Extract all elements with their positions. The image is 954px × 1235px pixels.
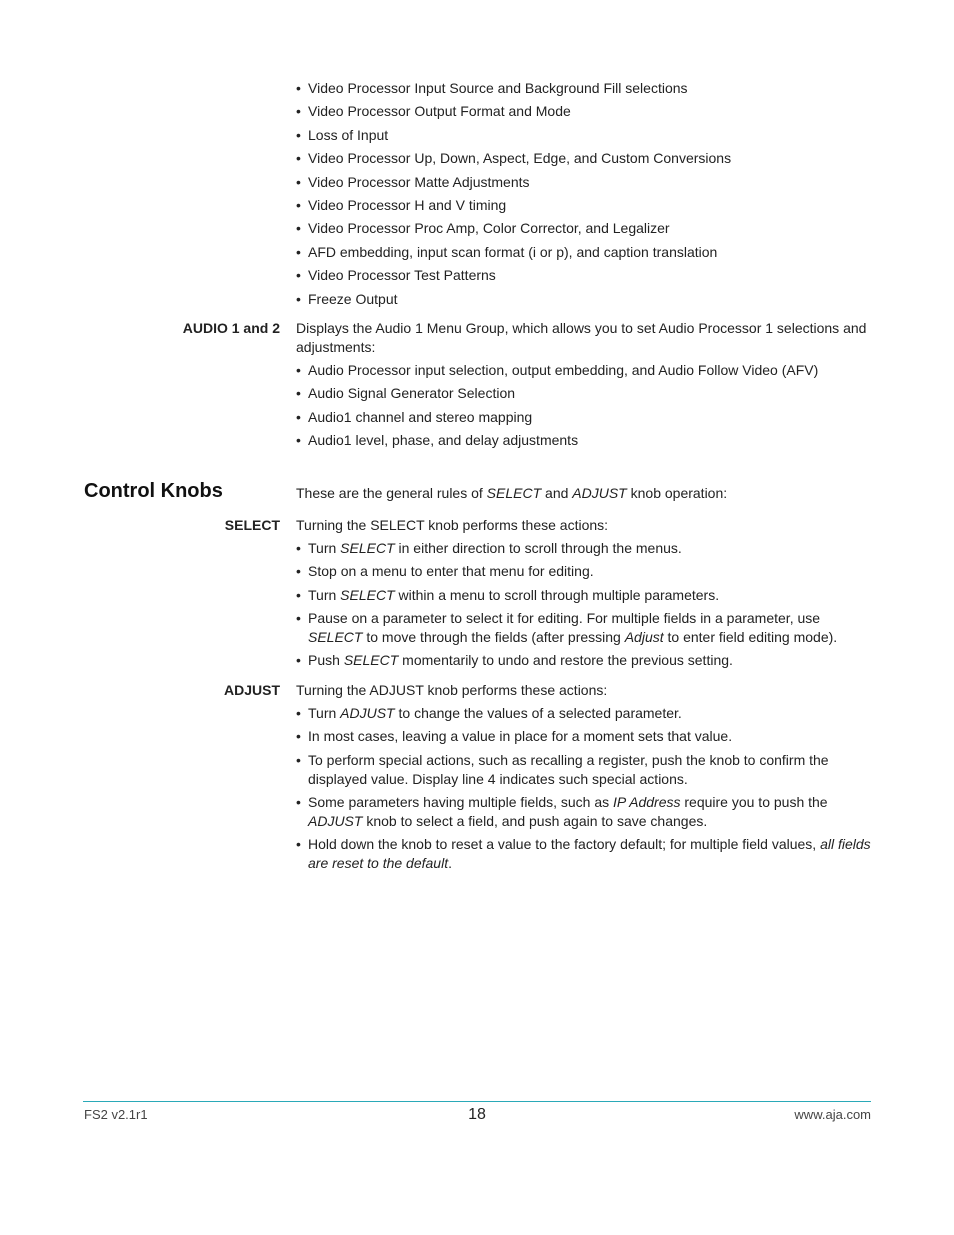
list-item: • Stop on a menu to enter that menu for editing. (296, 562, 871, 581)
list-item: • Video Processor Output Format and Mode (296, 102, 871, 121)
section-title: Control Knobs (84, 480, 223, 502)
list-item: • Audio Signal Generator Selection (296, 384, 871, 403)
list-item: • Audio Processor input selection, output embedding, and Audio Follow Video (AFV) (296, 361, 871, 380)
select-description: Turning the SELECT knob performs these actions: (296, 517, 609, 533)
list-item: • Freeze Output (296, 290, 871, 309)
website-url: www.aja.com (794, 1107, 871, 1122)
list-item: • Some parameters having multiple fields, such as IP Address require you to push the ADJUST knob to select a field, and push again to save changes. (296, 793, 871, 831)
adjust-description: Turning the ADJUST knob performs these actions: (296, 682, 608, 698)
list-item: • To perform special actions, such as recalling a register, push the knob to confirm the displayed value. Display line 4 indicates such special actions. (296, 751, 871, 789)
list-item: • AFD embedding, input scan format (i or p), and caption translation (296, 243, 871, 262)
list-item: • Video Processor Proc Amp, Color Corrector, and Legalizer (296, 219, 871, 238)
list-item: • Turn SELECT in either direction to scroll through the menus. (296, 539, 871, 558)
select-label: SELECT (224, 517, 280, 533)
list-item: • Video Processor H and V timing (296, 196, 871, 215)
footer-divider (83, 1101, 871, 1102)
adjust-list (296, 704, 871, 877)
adjust-label: ADJUST (223, 682, 280, 698)
list-item: • Video Processor Up, Down, Aspect, Edge, and Custom Conversions (296, 149, 871, 168)
list-item: • Push SELECT momentarily to undo and restore the previous setting. (296, 651, 871, 670)
list-item: • Turn SELECT within a menu to scroll through multiple parameters. (296, 586, 871, 605)
list-item: • Video Processor Input Source and Background Fill selections (296, 79, 871, 98)
audio-list (296, 361, 871, 455)
video-processor-list (296, 79, 871, 313)
audio-description: Displays the Audio 1 Menu Group, which allows you to set Audio Processor 1 selections and adjustments: (296, 320, 867, 355)
list-item: • Pause on a parameter to select it for editing. For multiple fields in a parameter, use SELECT to move through the fields (after pressing Adjust to enter field editing mode). (296, 609, 871, 647)
list-item: • In most cases, leaving a value in place for a moment sets that value. (296, 727, 871, 746)
list-item: • Video Processor Matte Adjustments (296, 173, 871, 192)
control-knobs-intro: These are the general rules of SELECT and ADJUST knob operation: (296, 485, 728, 501)
list-item: • Video Processor Test Patterns (296, 266, 871, 285)
page-number: 18 (468, 1106, 486, 1123)
list-item: • Hold down the knob to reset a value to the factory default; for multiple field values, all fields are reset to the default. (296, 835, 871, 873)
list-item: • Audio1 channel and stereo mapping (296, 408, 871, 427)
select-list (296, 539, 871, 675)
list-item: • Loss of Input (296, 126, 871, 145)
list-item: • Audio1 level, phase, and delay adjustments (296, 431, 871, 450)
document-version: FS2 v2.1r1 (84, 1107, 148, 1122)
list-item: • Turn ADJUST to change the values of a selected parameter. (296, 704, 871, 723)
audio-label: AUDIO 1 and 2 (182, 320, 280, 336)
